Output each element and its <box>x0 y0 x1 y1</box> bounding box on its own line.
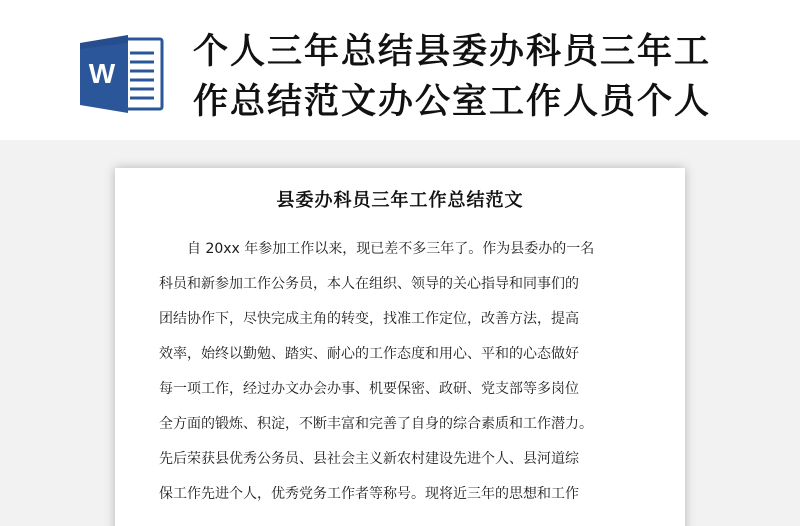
body-line: 自 20xx 年参加工作以来，现已差不多三年了。作为县委办的一名 <box>187 241 595 257</box>
body-line: 科员和新参加工作公务员，本人在组织、领导的关心指导和同事们的 <box>159 276 579 292</box>
title-line-1: 个人三年总结县委办科员三年工 <box>193 32 712 72</box>
body-line: 每一项工作，经过办文办会办事、机要保密、政研、党支部等多岗位 <box>159 381 579 397</box>
document-title: 县委办科员三年工作总结范文 <box>276 190 524 211</box>
document-page <box>115 168 685 526</box>
body-line: 效率，始终以勤勉、踏实、耐心的工作态度和用心、平和的心态做好 <box>159 346 579 362</box>
word-document-icon <box>78 31 166 117</box>
body-line: 先后荣获县优秀公务员、县社会主义新农村建设先进个人、县河道综 <box>159 451 579 467</box>
body-line: 团结协作下，尽快完成主角的转变，找准工作定位，改善方法，提高 <box>159 311 579 327</box>
document-body <box>159 240 659 520</box>
body-line: 保工作先进个人，优秀党务工作者等称号。现将近三年的思想和工作 <box>159 486 579 502</box>
word-icon-letter: W <box>88 58 116 89</box>
header <box>0 0 800 140</box>
page-title <box>193 27 793 127</box>
title-line-2: 作总结范文办公室工作人员个人 <box>193 82 712 122</box>
body-line: 全方面的锻炼、积淀，不断丰富和完善了自身的综合素质和工作潜力。 <box>159 416 593 432</box>
